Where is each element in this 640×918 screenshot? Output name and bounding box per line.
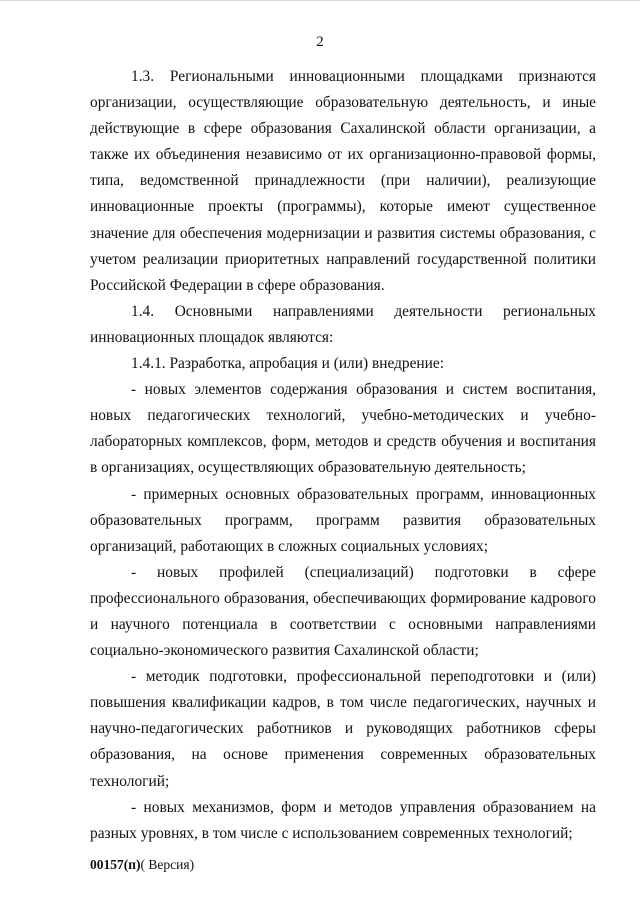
paragraph-1-4-1: 1.4.1. Разработка, апробация и (или) внедрение: [131, 355, 445, 373]
page-top-edge [0, 0, 640, 1]
paragraph-1-4: 1.4. Основными направлениями деятельности региональных инновационных площадок являются: [90, 302, 596, 346]
document-version: ( Версия) [140, 857, 195, 872]
page-number: 2 [316, 34, 324, 50]
list-item-programs: - примерных основных образовательных программ, инновационных образовательных программ, программ развития образовательных организаций, работающих в сложных социальных условиях; [90, 485, 596, 555]
list-item-new-elements: - новых элементов содержания образования и систем воспитания, новых педагогических технологий, учебно-методических и учебно-лабораторных комплексов, форм, методов и средств обучения и воспитания в организациях, осуществляющих образовательную деятельность; [90, 381, 596, 477]
paragraph-1-3: 1.3. Региональными инновационными площадками признаются организации, осуществляющие образовательную деятельность, и иные действующие в сфере образования Сахалинской области организации, а также их объединения независимо от их организационно-правовой формы, типа, ведомственной принадлежности (при наличии), реализующие инновационные проекты (программы), которые имеют существенное значение для обеспечения модернизации и развития системы образования, с учетом реализации приоритетных направлений государственной политики Российской Федерации в сфере образования. [90, 68, 596, 294]
document-code: 00157(п) [90, 857, 141, 872]
list-item-profiles: - новых профилей (специализаций) подготовки в сфере профессионального образования, обеспечивающих формирование кадрового и научного потенциала в соответствии с основными направлениями социально-экономического развития Сахалинской области; [90, 563, 596, 660]
document-body [90, 64, 596, 847]
list-item-training-methods: - методик подготовки, профессиональной переподготовки и (или) повышения квалификации кадров, в том числе педагогических, научных и научно-педагогических работников и руководящих работников сферы образования, на основе применения современных образовательных технологий; [90, 668, 596, 790]
list-item-management-mechanisms: - новых механизмов, форм и методов управления образованием на разных уровнях, в том числе с использованием современных технологий; [90, 798, 596, 842]
document-code-footer [90, 857, 194, 873]
